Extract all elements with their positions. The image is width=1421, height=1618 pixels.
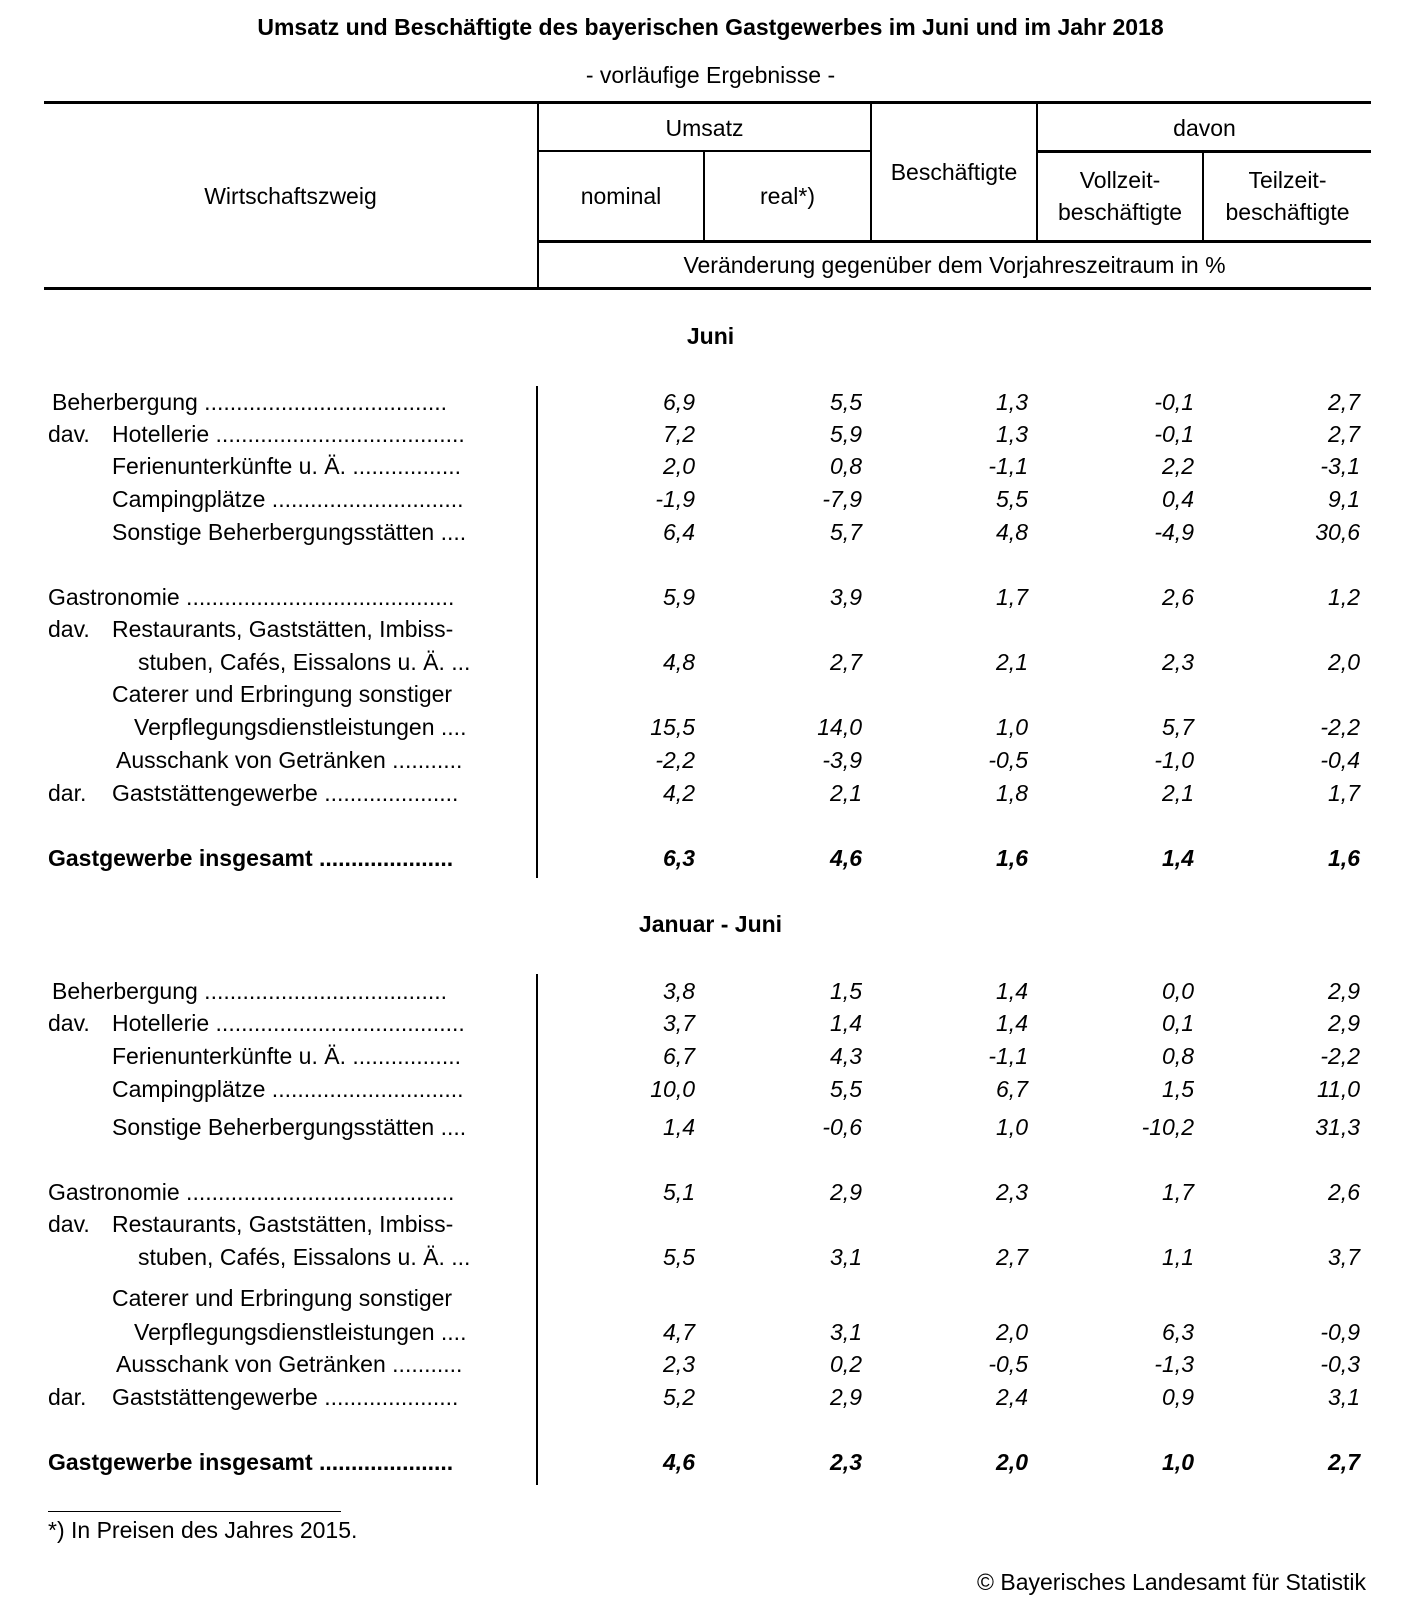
table-cell: 0,2 [830,1351,862,1377]
table-cell: 1,3 [996,421,1028,447]
row-label: Gaststättengewerbe ..................... [112,1384,459,1410]
table-cell: 2,0 [663,453,695,479]
header-teilzeit [1204,164,1371,228]
table-cell: 3,1 [830,1319,862,1345]
table-cell: 0,0 [1162,978,1194,1004]
table-cell: -2,2 [1320,714,1360,740]
table-cell: 1,0 [996,1114,1028,1140]
table-cell: 2,9 [1328,978,1360,1004]
table-cell: 5,5 [663,1244,695,1270]
table-cell: 0,8 [1162,1043,1194,1069]
table-cell: 1,4 [1162,845,1194,871]
header-teilzeit-line1: Teilzeit- [1248,167,1327,193]
row-label: Gastronomie .......................................... [48,1179,455,1205]
table-cell: 5,9 [663,584,695,610]
table-cell: 3,7 [663,1010,695,1036]
table-cell: -10,2 [1141,1114,1194,1140]
row-label: Ausschank von Getränken ........... [116,747,463,773]
table-cell: 3,1 [1328,1384,1360,1410]
row-label: Ferienunterkünfte u. Ä. ................. [112,1043,461,1069]
table-cell: 1,8 [996,780,1028,806]
header-real: real*) [760,183,815,209]
table-cell: -3,1 [1320,453,1360,479]
table-cell: 2,0 [1328,649,1360,675]
row-label: Hotellerie ....................................... [112,421,465,447]
table-cell: 4,8 [663,649,695,675]
header-davon: davon [1173,115,1236,141]
row-label: Ausschank von Getränken ........... [116,1351,463,1377]
table-cell: -1,1 [988,453,1028,479]
davon-underline [1037,150,1371,153]
table-cell: 9,1 [1328,486,1360,512]
table-cell: 11,0 [1316,1076,1360,1102]
table-cell: 10,0 [650,1076,695,1102]
table-cell: 1,4 [996,1010,1028,1036]
table-cell: -1,1 [988,1043,1028,1069]
row-label: Hotellerie ....................................... [112,1010,465,1036]
table-cell: 2,7 [1328,421,1360,447]
row-label: Verpflegungsdienstleistungen .... [134,714,467,740]
table-cell: 1,0 [996,714,1028,740]
table-cell: 5,2 [663,1384,695,1410]
row-label: Gastgewerbe insgesamt ..................... [48,845,454,871]
header-top-rule [44,101,1371,104]
table-cell: 1,7 [1162,1179,1194,1205]
table-cell: -0,6 [822,1114,862,1140]
table-cell: 1,7 [996,584,1028,610]
table-cell: 6,4 [663,519,695,545]
table-cell: -4,9 [1154,519,1194,545]
table-cell: 6,3 [1162,1319,1194,1345]
table-cell: 2,2 [1162,453,1194,479]
table-cell: -0,9 [1320,1319,1360,1345]
table-cell: -0,1 [1154,421,1194,447]
table-cell: 2,6 [1162,584,1194,610]
table-cell: 1,0 [1162,1449,1194,1475]
row-label: Restaurants, Gaststätten, Imbiss- [112,616,454,642]
table-cell: 2,0 [996,1449,1028,1475]
table-cell: -3,9 [822,747,862,773]
table-cell: -1,3 [1154,1351,1194,1377]
table-cell: 2,9 [830,1384,862,1410]
table-cell: 1,6 [996,845,1028,871]
row-label: Beherbergung ...................................... [52,978,447,1004]
row-label: Sonstige Beherbergungsstätten .... [112,519,467,545]
table-cell: 4,6 [830,845,862,871]
table-cell: 4,8 [996,519,1028,545]
table-cell: 0,1 [1162,1010,1194,1036]
table-cell: 2,7 [996,1244,1028,1270]
row-prefix: dar. [48,1384,87,1410]
table-cell: 2,3 [996,1179,1028,1205]
table-cell: 5,7 [1162,714,1194,740]
table-cell: 2,7 [830,649,862,675]
row-prefix: dav. [48,1010,90,1036]
header-teilzeit-line2: beschäftigte [1225,199,1350,225]
source-credit: © Bayerisches Landesamt für Statistik [977,1569,1366,1595]
table-cell: -1,9 [655,486,695,512]
row-prefix: dav. [48,616,90,642]
row-label: Ferienunterkünfte u. Ä. ................. [112,453,461,479]
table-cell: 2,0 [996,1319,1028,1345]
table-cell: 2,7 [1328,389,1360,415]
header-nominal: nominal [580,183,662,209]
table-cell: 1,4 [663,1114,695,1140]
table-cell: -0,5 [988,747,1028,773]
table-cell: 4,7 [663,1319,695,1345]
table-cell: 0,9 [1162,1384,1194,1410]
table-cell: 2,4 [996,1384,1028,1410]
table-cell: 1,6 [1328,845,1360,871]
table-cell: 1,1 [1162,1244,1194,1270]
table-cell: 2,9 [1328,1010,1360,1036]
table-cell: 14,0 [817,714,862,740]
table-cell: 2,9 [830,1179,862,1205]
table-cell: 2,1 [996,649,1028,675]
footnote: *) In Preisen des Jahres 2015. [48,1517,358,1543]
table-cell: 4,2 [663,780,695,806]
table-cell: 7,2 [663,421,695,447]
row-label: Caterer und Erbringung sonstiger [112,1285,453,1311]
table-cell: -1,0 [1154,747,1194,773]
table-cell: 6,7 [996,1076,1028,1102]
row-label: Sonstige Beherbergungsstätten .... [112,1114,467,1140]
table-cell: 1,5 [830,978,862,1004]
table-cell: 5,1 [663,1179,695,1205]
table-cell: -0,5 [988,1351,1028,1377]
table-cell: 5,9 [830,421,862,447]
row-label: Beherbergung ...................................... [52,389,447,415]
table-cell: 3,8 [663,978,695,1004]
header-bottom-rule [44,287,1371,290]
table-cell: 15,5 [650,714,695,740]
table-cell: -2,2 [1320,1043,1360,1069]
table-cell: -0,4 [1320,747,1360,773]
header-vollzeit-line2: beschäftigte [1057,199,1183,225]
table-cell: 2,1 [830,780,862,806]
header-wirtschaftszweig: Wirtschaftszweig [204,183,377,209]
table-cell: 3,1 [830,1244,862,1270]
table-cell: 2,3 [1162,649,1194,675]
table-cell: -0,3 [1320,1351,1360,1377]
section-title: Januar - Juni [638,911,783,937]
table-cell: 5,5 [830,1076,862,1102]
table-cell: 31,3 [1315,1114,1360,1140]
stub-separator-line [536,974,538,1485]
table-cell: 2,3 [663,1351,695,1377]
table-cell: 1,4 [830,1010,862,1036]
table-cell: 6,9 [663,389,695,415]
section-title: Juni [686,323,735,349]
table-cell: 3,9 [830,584,862,610]
header-vollzeit-line1: Vollzeit- [1079,167,1161,193]
header-veraenderung: Veränderung gegenüber dem Vorjahreszeitraum in % [683,252,1226,278]
table-cell: 0,8 [830,453,862,479]
table-cell: 1,5 [1162,1076,1194,1102]
table-cell: 3,7 [1328,1244,1360,1270]
table-title: Umsatz und Beschäftigte des bayerischen Gastgewerbes im Juni und im Jahr 2018 [257,14,1164,40]
table-subtitle: - vorläufige Ergebnisse - [585,62,836,88]
row-label: Gastronomie .......................................... [48,584,455,610]
row-label: Campingplätze .............................. [112,1076,464,1102]
table-cell: 4,3 [830,1043,862,1069]
table-cell: 1,7 [1328,780,1360,806]
table-cell: 1,3 [996,389,1028,415]
header-vollzeit [1038,164,1202,228]
table-cell: 2,3 [830,1449,862,1475]
table-cell: -7,9 [822,486,862,512]
subheader-underline [537,240,1371,243]
table-cell: 2,6 [1328,1179,1360,1205]
header-beschaeftigte: Beschäftigte [890,159,1018,185]
row-label: stuben, Cafés, Eissalons u. Ä. ... [138,649,471,675]
row-label: Campingplätze .............................. [112,486,464,512]
table-cell: 0,4 [1162,486,1194,512]
table-cell: 4,6 [663,1449,695,1475]
row-label: Restaurants, Gaststätten, Imbiss- [112,1211,454,1237]
footnote-rule [48,1511,341,1512]
table-cell: 30,6 [1315,519,1360,545]
row-label: Gaststättengewerbe ..................... [112,780,459,806]
row-label: Verpflegungsdienstleistungen .... [134,1319,467,1345]
row-prefix: dav. [48,1211,90,1237]
row-label: Gastgewerbe insgesamt ..................... [48,1449,454,1475]
table-cell: -2,2 [655,747,695,773]
row-prefix: dar. [48,780,87,806]
row-label: stuben, Cafés, Eissalons u. Ä. ... [138,1244,471,1270]
table-cell: -0,1 [1154,389,1194,415]
table-cell: 1,2 [1328,584,1360,610]
table-cell: 6,7 [663,1043,695,1069]
table-cell: 1,4 [996,978,1028,1004]
table-cell: 6,3 [663,845,695,871]
row-prefix: dav. [48,421,90,447]
table-cell: 5,7 [830,519,862,545]
stub-separator-line [536,386,538,878]
row-label: Caterer und Erbringung sonstiger [112,681,453,707]
table-cell: 5,5 [996,486,1028,512]
table-cell: 2,7 [1328,1449,1360,1475]
table-cell: 2,1 [1162,780,1194,806]
table-cell: 5,5 [830,389,862,415]
header-umsatz: Umsatz [665,115,744,141]
